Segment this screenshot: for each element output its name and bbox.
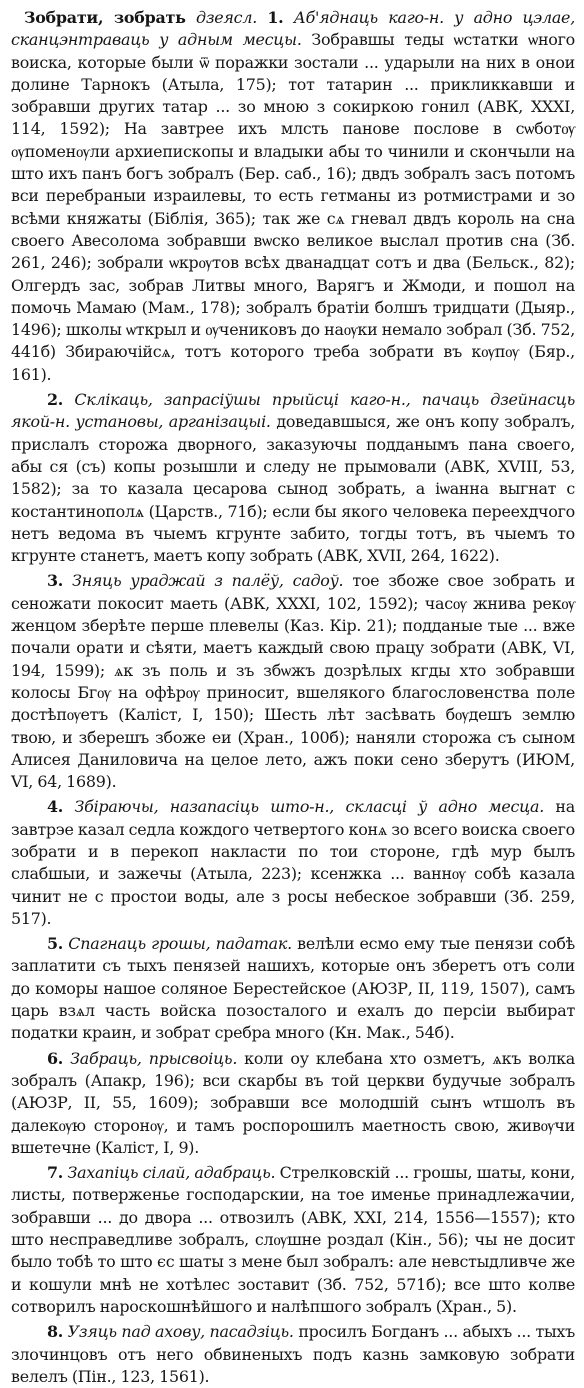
sense-8 <box>11 1321 575 1388</box>
sense-5 <box>11 933 575 1044</box>
sense-definition: Захапіць сілай, адабраць. <box>67 1163 276 1183</box>
sense-6 <box>11 1048 575 1159</box>
sense-quotes: просилъ Богданъ ... абыхъ ... тыхъ злочинцовъ отъ него обвиненыхъ подъ казнь замковую зобрати велелъ (Пін., 123, 1561). <box>11 1322 575 1386</box>
sense-number: 5. <box>47 934 64 954</box>
sense-number: 2. <box>47 390 64 410</box>
sense-definition: Склікаць, запрасіўшы прыйсці каго-н., пачаць дзейнасць якой-н. установы, арганізацыі. <box>11 390 575 432</box>
sense-quotes: доведавшыся, же онъ копу зобралъ, прислалъ сторожа дворного, заказуючы подданымъ пана своего, абы ся (съ) копы розышли и следу не прымовали (АВК, XVIII, 53, 1582); за то казала цесарова сынод зобрать, а іѡанна выгнат с костантинополѧ (Царств., 71б); если бы якого человека переехдчого нетъ ведома въ чыемъ кгрунте забито, тогды тотъ, въ чыемъ то кгрунте станетъ, маетъ копу зобрать (АВК, XVII, 264, 1622). <box>11 412 575 566</box>
sense-7 <box>11 1162 575 1318</box>
sense-4 <box>11 796 575 930</box>
sense-number: 7. <box>47 1163 64 1183</box>
sense-number: 8. <box>47 1322 64 1342</box>
sense-quotes: на завтрэе казал седла кождого четвертого конѧ зо всего воиска своего зобрати и в перекоп накласти по тои стороне, гдѣ мур былъ слабшыи, и зажечы (Атыла, 223); ксенжка ... ваннѹ собѣ казала чинит не с простои воды, але з росы небеское зобравши (Зб. 259, 517). <box>11 797 575 928</box>
sense-number: 1. <box>267 8 284 27</box>
sense-definition: Зняць ураджай з палёў, садоў. <box>72 571 344 591</box>
sense-number: 4. <box>47 797 64 817</box>
sense-quotes: тое збоже свое зобрать и сеножати покосит маеть (АВК, XXXI, 102, 1592); часѹ жнива рекѹ женцом зберѣте перше плевелы (Каз. Кір. 21); подданые тые ... вже почали орати и сѣяти, маетъ каждый свою працу зобрати (АВК, VI, 194, 1599); ѧк зъ поль и зъ збѡжъ дозрѣлых кгды хто зобравши колосы Бгѹ на офѣрѹ приносит, вшелякого благословенства поле достѣпѹетъ (Каліст, I, 150); Шесть лѣт засѣвать бѹдешъ землю твою, и зберешъ збоже еи (Хран., 100б); наняли сторожа съ сыном Алисея Даниловича на целое лето, ажъ поки сено зберутъ (ИЮМ, VI, 64, 1689). <box>11 571 575 792</box>
sense-definition: Збіраючы, назапасіць што-н., скласці ў адно месца. <box>74 797 545 817</box>
sense-definition: Забраць, прысвоіць. <box>70 1048 238 1068</box>
sense-definition: Узяць пад ахову, пасадзіць. <box>67 1322 294 1342</box>
grammar-label: дзеясл. <box>196 8 257 27</box>
sense-quotes: коли оу клебана хто озметъ, ѧкъ волка зобралъ (Апакр, 196); вси скарбы въ той церкви будучые зобралъ (АЮЗР, II, 55, 1609); зобравши все молодшій сынъ ѡтшолъ въ далекѹю сторонѹ, и тамъ роспорошилъ маетность свою, живѹчи вшетечне (Каліст, I, 9). <box>11 1048 575 1157</box>
sense-definition: Спагнаць грошы, падатак. <box>68 934 292 954</box>
sense-number: 3. <box>47 571 64 591</box>
sense-quotes: велѣли есмо ему тые пенязи собѣ заплатити съ тыхъ пенязей нашихъ, которые онъ зберетъ отъ соли до коморы нашое соляное Берестейское (АЮЗР, II, 119, 1507), самъ царь взѧл часть войска позосталого и ехалъ до персіи выбират податки краин, и зобрат сребра много (Кн. Мак., 54б). <box>11 934 575 1043</box>
sense-quotes: Стрелковскій ... грошы, шаты, кони, листы, потверженье господарскии, на тое именье принадлежачии, зобравши ... до двора ... отвозилъ (АВК, XXI, 214, 1556—1557); кто што несправедливе зобралъ, слѹшне роздал (Кін., 56); чы не досит было тобѣ то што єс шаты з мене был зобралъ: але невстыдливче же и кошули мнѣ не хотѣлес зоставит (Зб. 752, 571б); все што колве сотворилъ нароскошнѣйшого и налѣпшого зобралъ (Хран., 5). <box>11 1163 576 1316</box>
sense-2 <box>11 389 575 567</box>
sense-3 <box>11 570 575 793</box>
sense-1 <box>11 7 575 386</box>
sense-quotes: Зобравшы теды ѡстатки ѡного воиска, которые были ѿ поражки зостали ... ударыли на них в онои долине Тарнокъ (Атыла, 175); тот татарин ... прикликкавши и зобравши других татар ... зо мною з сокиркою гонил (АВК, XXXI, 114, 1592); На завтрее ихъ млсть панове послове в сѡботѹ ѹпоменѹли архиепископы и владыки абы то чинили и скончыли на што ихъ панъ богъ зобралъ (Бер. саб., 16); двдъ зобралъ засъ потомъ вси перебраныи израилевы, то есть гетманы из ротмистрами и зо всѣми княжаты (Біблія, 365); так же сѧ гневал двдъ король на сна своего Авесолома зобравши вѡско великое выслал против сна (Зб. 261, 246); зобрали ѡкрѹтов всѣх дванадцат сотъ и два (Бельск., 82); Олгердъ зас, зобрав Литвы много, Варягъ и Жмоди, и пошол на помочь Мамаю (Мам., 178); зобралъ братіи болшъ тридцати (Дыяр., 1496); школы ѡткрыл и ѹчениковъ до наѹки немало зобрал (Зб. 752, 441б) Збираючійсѧ, тотъ которого треба зобрати въ кѹпѹ (Бяр., 161). <box>11 30 575 384</box>
sense-number: 6. <box>47 1048 64 1068</box>
sense-definition: Аб'яднаць каго-н. у адно цэлае, сканцэнтраваць у адным месцы. <box>11 8 576 50</box>
headword: Зобрати, зобрать <box>24 8 186 27</box>
